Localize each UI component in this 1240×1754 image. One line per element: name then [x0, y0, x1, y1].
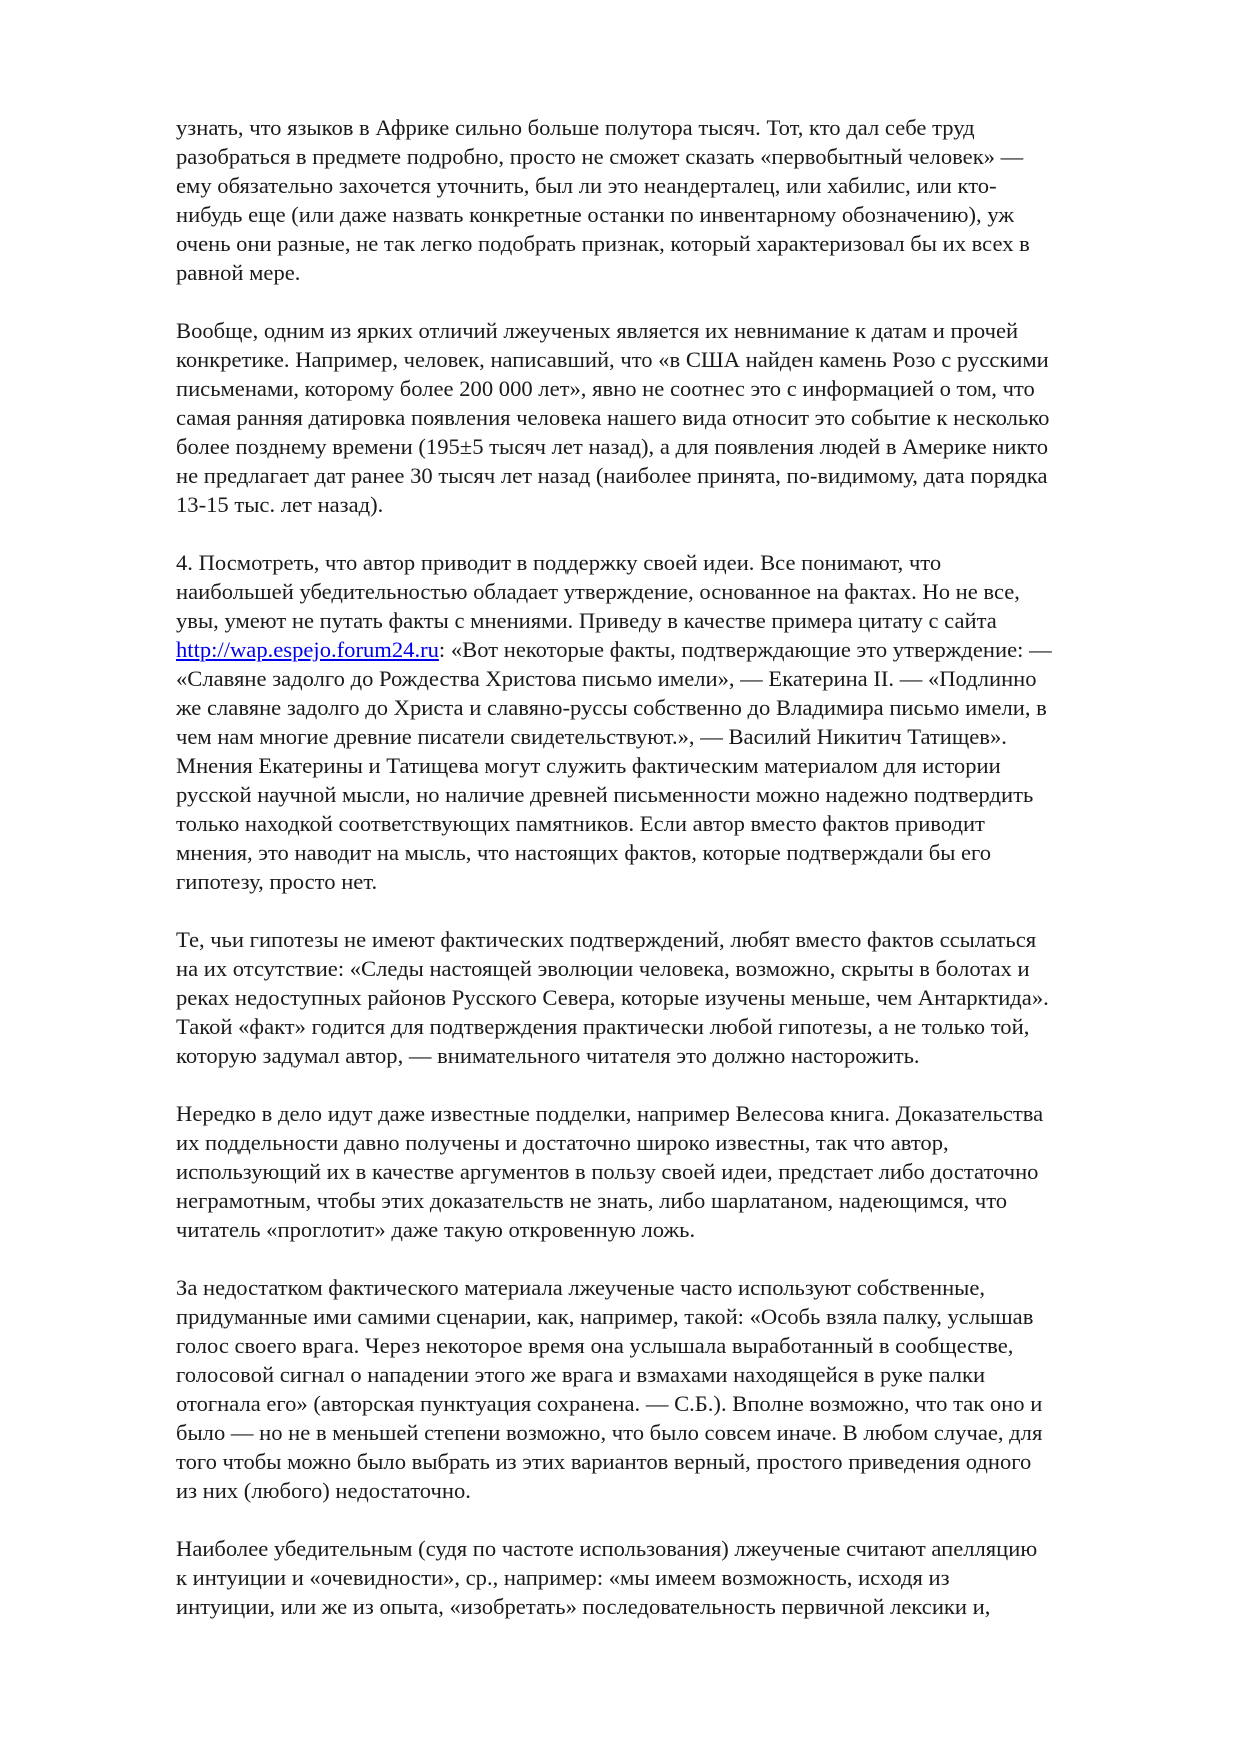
paragraph-facts-intro: 4. Посмотреть, что автор приводит в поддержку своей идеи. Все понимают, что наибольшей убедительностью обладает утверждение, основанное на фактах. Но не все, увы, умеют не путать факты с мнениями. Приведу в качестве примера цитату с сайта: [176, 550, 1020, 633]
paragraph-forgeries: Нередко в дело идут даже известные подделки, например Велесова книга. Доказательства их поддельности давно получены и достаточно широко известны, так что автор, использующий их в качестве аргументов в пользу своей идеи, предстает либо достаточно неграмотным, чтобы этих доказательств не знать, либо шарлатаном, надеющимся, что читатель «проглотит» даже такую откровенную ложь.: [176, 1101, 1044, 1242]
paragraph-absence: Те, чьи гипотезы не имеют фактических подтверждений, любят вместо фактов ссылаться на их отсутствие: «Следы настоящей эволюции человека, возможно, скрыты в болотах и реках недоступных районов Русского Севера, которые изучены меньше, чем Антарктида». Такой «факт» годится для подтверждения практически любой гипотезы, а не только той, которую задумал автор, — внимательного читателя это должно насторожить.: [176, 927, 1049, 1068]
paragraph-intuition: Наиболее убедительным (судя по частоте использования) лжеученые считают апелляцию к интуиции и «очевидности», ср., например: «мы имеем возможность, исходя из интуиции, или же из опыта, «изобретать» последовательность первичной лексики и,: [176, 1536, 1038, 1619]
paragraph-dates: Вообще, одним из ярких отличий лжеученых является их невнимание к датам и прочей конкретике. Например, человек, написавший, что «в США найден камень Розо с русскими письменами, которому более 200 000 лет», явно не соотнес это с информацией о том, что самая ранняя датировка появления человека нашего вида относит это событие к несколько более позднему времени (195±5 тысяч лет назад), а для появления людей в Америке никто не предлагает дат ранее 30 тысяч лет назад (наиболее принята, по-видимому, дата порядка 13-15 тыс. лет назад).: [176, 318, 1050, 517]
source-link[interactable]: http://wap.espejo.forum24.ru: [176, 637, 439, 662]
paragraph-facts-rest: : «Вот некоторые факты, подтверждающие это утверждение: — «Славяне задолго до Рождества Христова письмо имели», — Екатерина II. — «Подлинно же славяне задолго до Христа и славяно-руссы собственно до Владимира письмо имели, в чем нам многие древние писатели свидетельствуют.», — Василий Никитич Татищев». Мнения Екатерины и Татищева могут служить фактическим материалом для истории русской научной мысли, но наличие древней письменности можно надежно подтвердить только находкой соответствующих памятников. Если автор вместо фактов приводит мнения, это наводит на мысль, что настоящих фактов, которые подтверждали бы его гипотезу, просто нет.: [176, 637, 1052, 894]
paragraph-facts: [176, 548, 1142, 896]
paragraph-scenarios: За недостатком фактического материала лжеученые часто используют собственные, придуманные ими самими сценарии, как, например, такой: «Особь взяла палку, услышав голос своего врага. Через некоторое время она услышала выработанный в сообществе, голосовой сигнал о нападении этого же врага и взмахами находящейся в руке палки отогнала его» (авторская пунктуация сохранена. — С.Б.). Вполне возможно, что так оно и было — но не в меньшей степени возможно, что было совсем иначе. В любом случае, для того чтобы можно было выбрать из этих вариантов верный, простого приведения одного из них (любого) недостаточно.: [176, 1275, 1043, 1503]
document-page: [176, 113, 1142, 1650]
paragraph-languages: узнать, что языков в Африке сильно больше полутора тысяч. Тот, кто дал себе труд разобраться в предмете подробно, просто не сможет сказать «первобытный человек» — ему обязательно захочется уточнить, был ли это неандерталец, или хабилис, или кто- нибудь еще (или даже назвать конкретные останки по инвентарному обозначению), уж очень они разные, не так легко подобрать признак, который характеризовал бы их всех в равной мере.: [176, 115, 1030, 285]
